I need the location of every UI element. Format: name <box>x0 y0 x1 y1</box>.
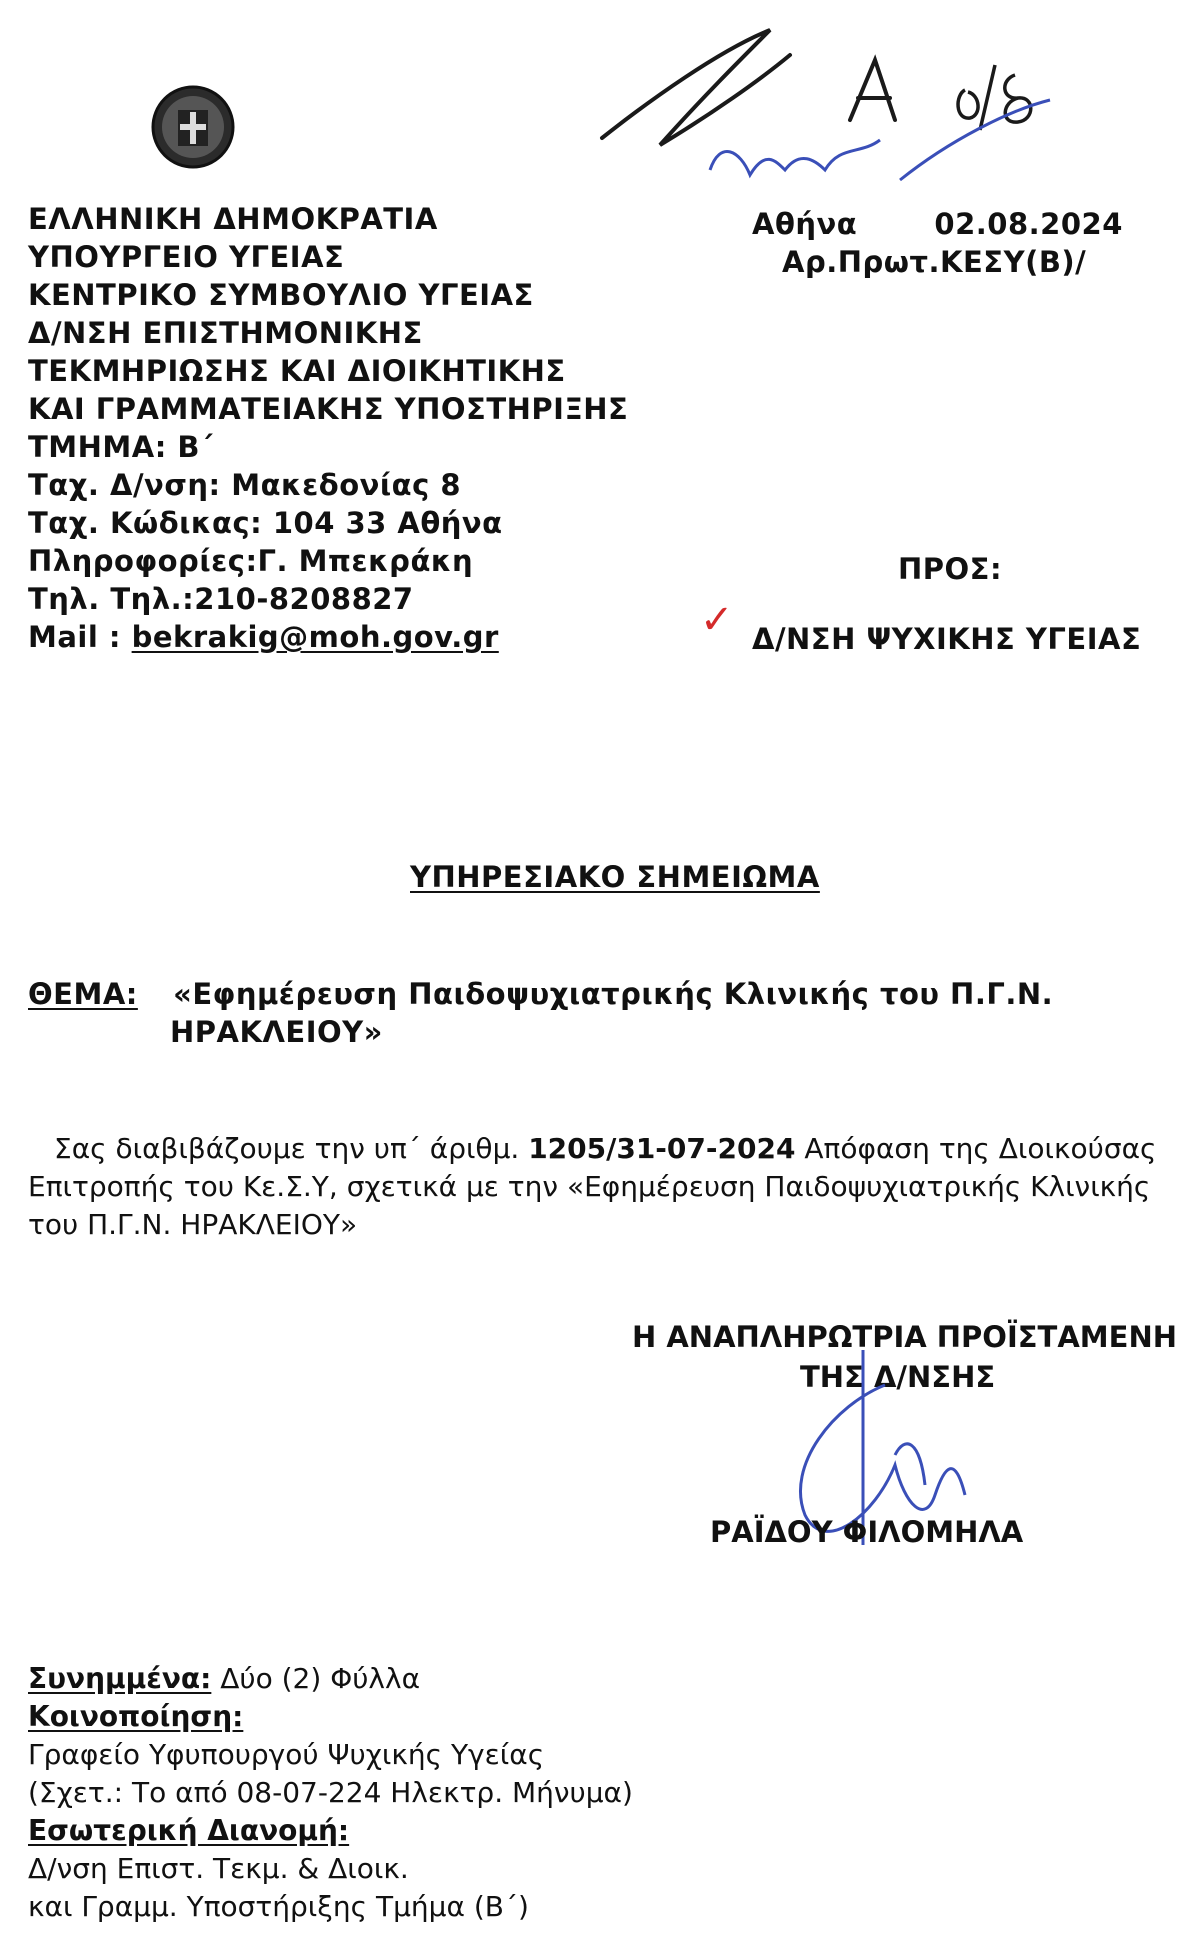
subject-line-2: ΗΡΑΚΛΕΙΟΥ» <box>170 1015 383 1049</box>
signatory-title-line-1: Η ΑΝΑΠΛΗΡΩΤΡΙΑ ΠΡΟΪΣΤΑΜΕΝΗ <box>632 1320 1177 1354</box>
signatory-title-line-2: ΤΗΣ Δ/ΝΣΗΣ <box>800 1360 996 1394</box>
handwritten-note-signature <box>590 20 1060 200</box>
header-line: Ταχ. Κώδικας: 104 33 Αθήνα <box>28 506 503 540</box>
date-city: Αθήνα <box>752 207 858 241</box>
document-title: ΥΠΗΡΕΣΙΑΚΟ ΣΗΜΕΙΩΜΑ <box>410 860 820 894</box>
cc-line: (Σχετ.: Το από 08-07-224 Ηλεκτρ. Μήνυμα) <box>28 1776 633 1809</box>
signatory-name: ΡΑΪΔΟΥ ΦΙΛΟΜΗΛΑ <box>710 1515 1024 1549</box>
header-line: ΕΛΛΗΝΙΚΗ ΔΗΜΟΚΡΑΤΙΑ <box>28 202 438 236</box>
date-value: 02.08.2024 <box>934 207 1123 241</box>
body-paragraph <box>28 1130 1178 1244</box>
protocol-number: Αρ.Πρωτ.ΚΕΣΥ(Β)/ <box>782 245 1087 279</box>
check-mark-icon: ✓ <box>700 597 734 643</box>
header-line: Δ/ΝΣΗ ΕΠΙΣΤΗΜΟΝΙΚΗΣ <box>28 316 423 350</box>
header-line: ΥΠΟΥΡΓΕΙΟ ΥΓΕΙΑΣ <box>28 240 345 274</box>
header-line: Τηλ. Τηλ.:210-8208827 <box>28 582 414 616</box>
body-text-post: Απόφαση της Διοικούσας Επιτροπής του Κε.Σ.Υ, σχετικά με την «Εφημέρευση Παιδοψυχιατρικής Κλινικής του Π.Γ.Ν. ΗΡΑΚΛΕΙΟΥ» <box>28 1132 1157 1241</box>
header-line: Πληροφορίες:Γ. Μπεκράκη <box>28 544 474 578</box>
recipient-label: ΠΡΟΣ: <box>898 552 1003 586</box>
cc-label: Κοινοποίηση: <box>28 1700 244 1733</box>
internal-distribution-line: Δ/νση Επιστ. Τεκμ. & Διοικ. <box>28 1852 409 1885</box>
decision-reference: 1205/31-07-2024 <box>528 1132 796 1165</box>
header-line: ΚΑΙ ΓΡΑΜΜΑΤΕΙΑΚΗΣ ΥΠΟΣΤΗΡΙΞΗΣ <box>28 392 629 426</box>
body-text-pre: Σας διαβιβάζουμε την υπ΄ άριθμ. <box>54 1132 529 1165</box>
header-line: Ταχ. Δ/νση: Μακεδονίας 8 <box>28 468 462 502</box>
header-line: ΤΜΗΜΑ: Β΄ <box>28 430 214 464</box>
mail-label: Mail : <box>28 620 132 654</box>
cc-line: Γραφείο Υφυπουργού Ψυχικής Υγείας <box>28 1738 545 1771</box>
sender-header <box>28 200 628 656</box>
header-line: ΤΕΚΜΗΡΙΩΣΗΣ ΚΑΙ ΔΙΟΙΚΗΤΙΚΗΣ <box>28 354 566 388</box>
subject-label: ΘΕΜΑ: <box>28 977 138 1011</box>
subject-block <box>28 975 1053 1051</box>
attachments-value: Δύο (2) Φύλλα <box>211 1662 421 1695</box>
subject-line-1: «Εφημέρευση Παιδοψυχιατρικής Κλινικής του Π.Γ.Ν. <box>173 977 1054 1011</box>
internal-distribution-label: Εσωτερική Διανομή: <box>28 1814 350 1847</box>
mail-line <box>28 618 628 656</box>
attachments-label: Συνημμένα: <box>28 1662 212 1695</box>
greek-emblem-icon <box>148 82 238 172</box>
internal-distribution-line: και Γραμμ. Υποστήριξης Τμήμα (Β΄) <box>28 1890 529 1923</box>
header-line: ΚΕΝΤΡΙΚΟ ΣΥΜΒΟΥΛΙΟ ΥΓΕΙΑΣ <box>28 278 534 312</box>
footer-block <box>28 1660 633 1926</box>
recipient-name: Δ/ΝΣΗ ΨΥΧΙΚΗΣ ΥΓΕΙΑΣ <box>752 622 1142 656</box>
mail-link[interactable]: bekrakig@moh.gov.gr <box>131 620 499 654</box>
date-line <box>752 205 1123 243</box>
